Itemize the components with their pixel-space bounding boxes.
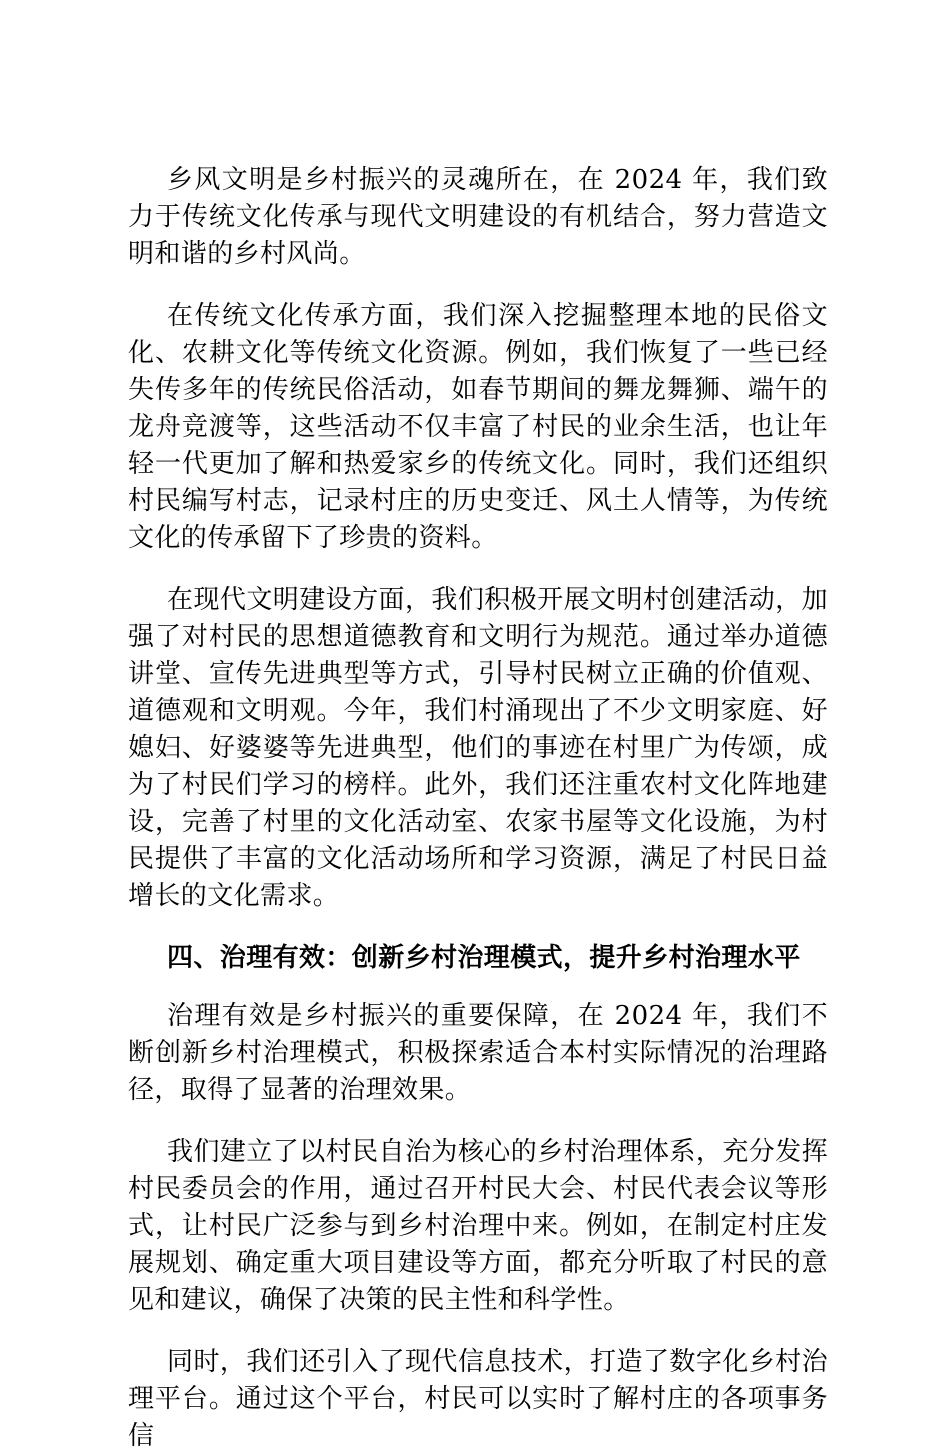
paragraph-modern-civilization: 在现代文明建设方面，我们积极开展文明村创建活动，加强了对村民的思想道德教育和文明行为规范。通过举办道德讲堂、宣传先进典型等方式，引导村民树立正确的价值观、道德观和文明观。今年，我们村涌现出了不少文明家庭、好媳妇、好婆婆等先进典型，他们的事迹在村里广为传颂，成为了村民们学习的榜样。此外，我们还注重农村文化阵地建设，完善了村里的文化活动室、农家书屋等文化设施，为村民提供了丰富的文化活动场所和学习资源，满足了村民日益增长的文化需求。: [128, 585, 828, 911]
paragraph-villager-autonomy: 我们建立了以村民自治为核心的乡村治理体系，充分发挥村民委员会的作用，通过召开村民大会、村民代表会议等形式，让村民广泛参与到乡村治理中来。例如，在制定村庄发展规划、确定重大项目建设等方面，都充分听取了村民的意见和建议，确保了决策的民主性和科学性。: [128, 1137, 828, 1315]
section-heading-governance: 四、治理有效：创新乡村治理模式，提升乡村治理水平: [167, 943, 801, 973]
paragraph-rural-civilization-intro: 乡风文明是乡村振兴的灵魂所在，在 2024 年，我们致力于传统文化传承与现代文明建设的有机结合，努力营造文明和谐的乡村风尚。: [128, 165, 828, 269]
paragraph-governance-intro: 治理有效是乡村振兴的重要保障，在 2024 年，我们不断创新乡村治理模式，积极探索适合本村实际情况的治理路径，取得了显著的治理效果。: [128, 1001, 828, 1105]
paragraph-traditional-culture: 在传统文化传承方面，我们深入挖掘整理本地的民俗文化、农耕文化等传统文化资源。例如，我们恢复了一些已经失传多年的传统民俗活动，如春节期间的舞龙舞狮、端午的龙舟竞渡等，这些活动不仅丰富了村民的业余生活，也让年轻一代更加了解和热爱家乡的传统文化。同时，我们还组织村民编写村志，记录村庄的历史变迁、风土人情等，为传统文化的传承留下了珍贵的资料。: [128, 301, 828, 553]
document-page: [128, 162, 828, 1455]
paragraph-digital-platform: 同时，我们还引入了现代信息技术，打造了数字化乡村治理平台。通过这个平台，村民可以实时了解村庄的各项事务信: [128, 1347, 828, 1451]
